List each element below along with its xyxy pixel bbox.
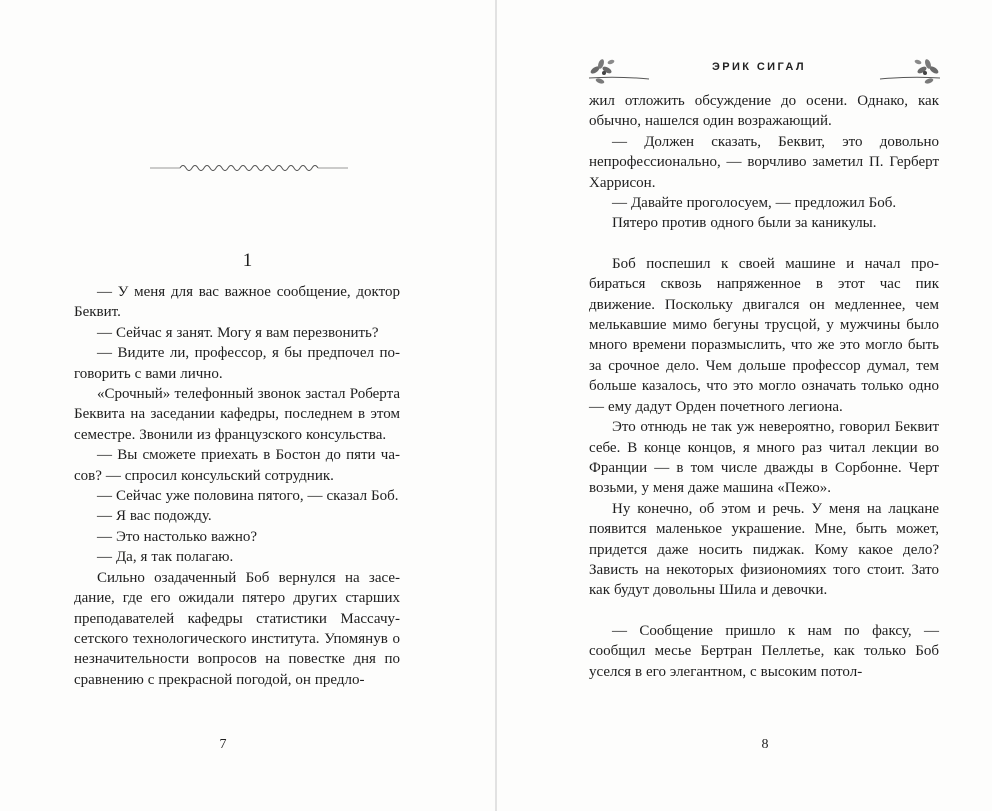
paragraph: «Срочный» телефонный звонок застал Роберта Беквита на заседании кафедры, последнем в этом семестре. Звонили из французского консульства. bbox=[74, 386, 400, 443]
paragraph: Сильно озадаченный Боб вернулся на заседание, где его ожидали пятеро других старших преподавателей кафедры статистики Массачусетского технологического института. Упомянув о незначительности вопросов на повестке дня по сравнению с прекрасной погодой, он предло- bbox=[74, 569, 400, 688]
paragraph: Ну конечно, об этом и речь. У меня на лацкане появится маленькое украшение. Мне, быть может, придется даже носить пиджак. Кому какое дело? Зависть на некоторых физиономиях того стоит. Зато как будут довольны Шила и девочки. bbox=[589, 500, 939, 599]
chapter-ornament-icon bbox=[150, 160, 348, 176]
running-head: ЭРИК СИГАЛ bbox=[711, 61, 807, 73]
paragraph: — Сейчас я занят. Могу я вам перезвонить? bbox=[97, 324, 379, 341]
paragraph: жил отложить обсуждение до осени. Однако, как обычно, нашелся один возражающий. bbox=[589, 93, 939, 130]
floral-sprig-icon bbox=[587, 54, 651, 86]
paragraph: — Я вас подожду. bbox=[97, 508, 212, 525]
paragraph: — Вы сможете приехать в Бостон до пяти часов? — спросил консульский сотрудник. bbox=[74, 447, 400, 484]
paragraph: — У меня для вас важное сообщение, доктор Беквит. bbox=[74, 284, 400, 321]
paragraph: — Должен сказать, Беквит, это довольно непрофессионально, — ворчливо заметил П. Герберт Харрисон. bbox=[589, 133, 939, 191]
paragraph: — Видите ли, профессор, я бы предпочел поговорить с вами лично. bbox=[74, 345, 400, 382]
floral-sprig-icon bbox=[878, 54, 942, 86]
page-number-right: 8 bbox=[761, 737, 769, 752]
paragraph: Пятеро против одного были за каникулы. bbox=[612, 215, 877, 232]
paragraph: Это отнюдь не так уж невероятно, говорил Беквит себе. В конце концов, я много раз читал лекции во Франции — в том числе дважды в Сорбонне. Черт возьми, у меня даже машина «Пежо». bbox=[589, 419, 939, 497]
chapter-number: 1 bbox=[242, 250, 253, 271]
left-page-body bbox=[74, 282, 400, 690]
left-page bbox=[0, 0, 495, 811]
page-number-left: 7 bbox=[219, 737, 227, 752]
paragraph: — Давайте проголосуем, — предложил Боб. bbox=[612, 195, 897, 212]
paragraph: — Сейчас уже половина пятого, — сказал Боб. bbox=[97, 488, 399, 505]
right-page-body bbox=[589, 91, 939, 682]
paragraph: — Да, я так полагаю. bbox=[97, 549, 234, 566]
paragraph: Боб поспешил к своей машине и начал пробираться сквозь напряженное в этот час пик движение. Поскольку двигался он медленнее, чем мелькавшие мимо бегуны трусцой, у мужчины было много времени поразмыслить, что же это могло быть за срочное дело. Чем дольше профессор думал, тем больше казалось, что это могло означать только одно — ему дадут Орден почетного легиона. bbox=[589, 255, 939, 415]
paragraph: — Сообщение пришло к нам по факсу, — сообщил месье Бертран Пеллетье, как только Боб уселся в его элегантном, с высоким потол- bbox=[589, 622, 939, 680]
paragraph: — Это настолько важно? bbox=[97, 528, 258, 545]
